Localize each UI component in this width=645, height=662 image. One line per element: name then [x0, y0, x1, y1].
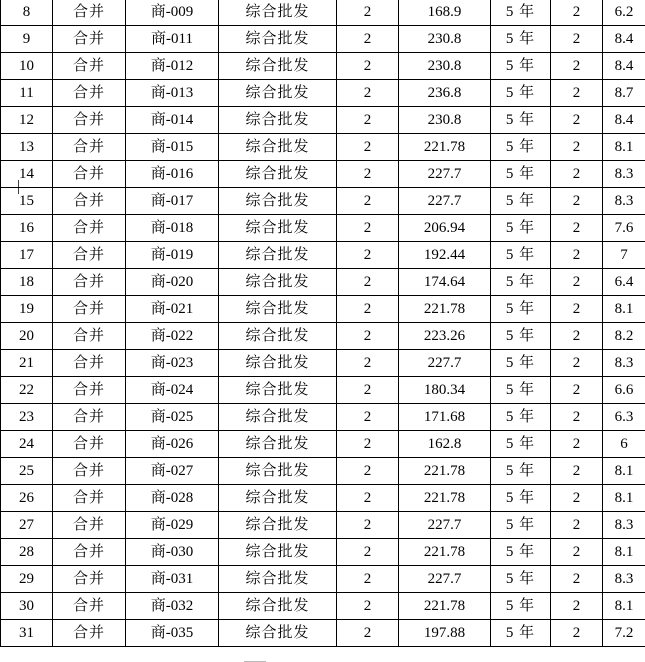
cell-rate[interactable]: 6 [603, 431, 645, 458]
cell-amount[interactable]: 221.78 [399, 458, 491, 485]
cell-index[interactable]: 24 [1, 431, 53, 458]
cell-count[interactable]: 2 [551, 215, 603, 242]
cell-count[interactable]: 2 [551, 458, 603, 485]
cell-count[interactable]: 2 [551, 485, 603, 512]
cell-count[interactable]: 2 [551, 350, 603, 377]
cell-type[interactable]: 合并 [53, 161, 126, 188]
cell-type[interactable]: 合并 [53, 26, 126, 53]
cell-index[interactable]: 25 [1, 458, 53, 485]
cell-amount[interactable]: 230.8 [399, 107, 491, 134]
table-row[interactable] [1, 242, 645, 269]
table-row[interactable] [1, 26, 645, 53]
cell-index[interactable]: 18 [1, 269, 53, 296]
cell-index[interactable]: 20 [1, 323, 53, 350]
cell-qty[interactable]: 2 [337, 215, 399, 242]
cell-code[interactable]: 商-026 [126, 431, 219, 458]
cell-category[interactable]: 综合批发 [219, 458, 337, 485]
cell-amount[interactable]: 221.78 [399, 485, 491, 512]
cell-index[interactable]: 27 [1, 512, 53, 539]
cell-term[interactable]: 5 年 [491, 404, 551, 431]
cell-rate[interactable]: 8.1 [603, 485, 645, 512]
cell-term[interactable]: 5 年 [491, 80, 551, 107]
cell-type[interactable]: 合并 [53, 431, 126, 458]
cell-term[interactable]: 5 年 [491, 377, 551, 404]
cell-term[interactable]: 5 年 [491, 296, 551, 323]
cell-amount[interactable]: 197.88 [399, 620, 491, 647]
cell-term[interactable]: 5 年 [491, 134, 551, 161]
cell-type[interactable]: 合并 [53, 242, 126, 269]
cell-code[interactable]: 商-014 [126, 107, 219, 134]
table-row[interactable] [1, 458, 645, 485]
cell-amount[interactable]: 180.34 [399, 377, 491, 404]
cell-count[interactable]: 2 [551, 80, 603, 107]
table-row[interactable] [1, 539, 645, 566]
table-row[interactable] [1, 485, 645, 512]
table-row[interactable] [1, 53, 645, 80]
cell-code[interactable]: 商-011 [126, 26, 219, 53]
table-row[interactable] [1, 296, 645, 323]
cell-qty[interactable]: 2 [337, 269, 399, 296]
cell-count[interactable]: 2 [551, 53, 603, 80]
cell-category[interactable]: 综合批发 [219, 296, 337, 323]
cell-term[interactable]: 5 年 [491, 26, 551, 53]
cell-category[interactable]: 综合批发 [219, 26, 337, 53]
cell-rate[interactable]: 7.6 [603, 215, 645, 242]
cell-count[interactable]: 2 [551, 0, 603, 26]
cell-term[interactable]: 5 年 [491, 107, 551, 134]
cell-amount[interactable]: 230.8 [399, 53, 491, 80]
cell-index[interactable]: 11 [1, 80, 53, 107]
cell-count[interactable]: 2 [551, 26, 603, 53]
cell-count[interactable]: 2 [551, 566, 603, 593]
cell-category[interactable]: 综合批发 [219, 0, 337, 26]
cell-index[interactable]: 29 [1, 566, 53, 593]
table-row[interactable] [1, 188, 645, 215]
cell-qty[interactable]: 2 [337, 350, 399, 377]
cell-type[interactable]: 合并 [53, 134, 126, 161]
cell-amount[interactable]: 223.26 [399, 323, 491, 350]
cell-code[interactable]: 商-012 [126, 53, 219, 80]
table-row[interactable] [1, 215, 645, 242]
cell-rate[interactable]: 8.1 [603, 593, 645, 620]
cell-rate[interactable]: 6.6 [603, 377, 645, 404]
cell-qty[interactable]: 2 [337, 539, 399, 566]
cell-category[interactable]: 综合批发 [219, 377, 337, 404]
cell-type[interactable]: 合并 [53, 80, 126, 107]
cell-qty[interactable]: 2 [337, 377, 399, 404]
cell-amount[interactable]: 221.78 [399, 296, 491, 323]
cell-code[interactable]: 商-029 [126, 512, 219, 539]
cell-category[interactable]: 综合批发 [219, 512, 337, 539]
cell-category[interactable]: 综合批发 [219, 620, 337, 647]
cell-amount[interactable]: 230.8 [399, 26, 491, 53]
cell-category[interactable]: 综合批发 [219, 80, 337, 107]
cell-count[interactable]: 2 [551, 242, 603, 269]
cell-count[interactable]: 2 [551, 512, 603, 539]
cell-amount[interactable]: 206.94 [399, 215, 491, 242]
cell-rate[interactable]: 6.4 [603, 269, 645, 296]
cell-rate[interactable]: 8.1 [603, 539, 645, 566]
table-body [1, 0, 645, 647]
cell-rate[interactable]: 8.3 [603, 512, 645, 539]
cell-rate[interactable]: 8.1 [603, 458, 645, 485]
cell-code[interactable]: 商-020 [126, 269, 219, 296]
cell-qty[interactable]: 2 [337, 404, 399, 431]
cell-term[interactable]: 5 年 [491, 485, 551, 512]
cell-term[interactable]: 5 年 [491, 350, 551, 377]
cell-code[interactable]: 商-016 [126, 161, 219, 188]
cell-code[interactable]: 商-027 [126, 458, 219, 485]
table-row[interactable] [1, 107, 645, 134]
table-row[interactable] [1, 404, 645, 431]
table-row[interactable] [1, 566, 645, 593]
table-row[interactable] [1, 0, 645, 26]
cell-code[interactable]: 商-022 [126, 323, 219, 350]
cell-amount[interactable]: 162.8 [399, 431, 491, 458]
cell-term[interactable]: 5 年 [491, 242, 551, 269]
cell-type[interactable]: 合并 [53, 377, 126, 404]
cell-rate[interactable]: 8.1 [603, 134, 645, 161]
cell-rate[interactable]: 8.4 [603, 26, 645, 53]
cell-code[interactable]: 商-025 [126, 404, 219, 431]
cell-count[interactable]: 2 [551, 620, 603, 647]
cell-rate[interactable]: 8.3 [603, 350, 645, 377]
cell-qty[interactable]: 2 [337, 134, 399, 161]
cell-term[interactable]: 5 年 [491, 188, 551, 215]
cell-amount[interactable]: 168.9 [399, 0, 491, 26]
cell-count[interactable]: 2 [551, 539, 603, 566]
cell-category[interactable]: 综合批发 [219, 53, 337, 80]
cell-qty[interactable]: 2 [337, 485, 399, 512]
cell-code[interactable]: 商-024 [126, 377, 219, 404]
cell-amount[interactable]: 227.7 [399, 566, 491, 593]
cell-amount[interactable]: 227.7 [399, 188, 491, 215]
cell-rate[interactable]: 8.7 [603, 80, 645, 107]
cell-type[interactable]: 合并 [53, 0, 126, 26]
table-row[interactable] [1, 593, 645, 620]
cell-rate[interactable]: 8.4 [603, 53, 645, 80]
cell-qty[interactable]: 2 [337, 323, 399, 350]
cell-index[interactable]: 12 [1, 107, 53, 134]
cell-amount[interactable]: 192.44 [399, 242, 491, 269]
cell-category[interactable]: 综合批发 [219, 215, 337, 242]
cell-type[interactable]: 合并 [53, 215, 126, 242]
cell-amount[interactable]: 227.7 [399, 161, 491, 188]
cell-qty[interactable]: 2 [337, 458, 399, 485]
cell-type[interactable]: 合并 [53, 566, 126, 593]
cell-type[interactable]: 合并 [53, 107, 126, 134]
cell-count[interactable]: 2 [551, 404, 603, 431]
cell-index[interactable]: 15 [1, 188, 53, 215]
cell-code[interactable]: 商-031 [126, 566, 219, 593]
cell-category[interactable]: 综合批发 [219, 107, 337, 134]
cell-category[interactable]: 综合批发 [219, 323, 337, 350]
cell-type[interactable]: 合并 [53, 485, 126, 512]
cell-count[interactable]: 2 [551, 188, 603, 215]
table-row[interactable] [1, 512, 645, 539]
cell-code[interactable]: 商-021 [126, 296, 219, 323]
cell-index[interactable]: 22 [1, 377, 53, 404]
cell-code[interactable]: 商-013 [126, 80, 219, 107]
cell-index[interactable]: 17 [1, 242, 53, 269]
cell-type[interactable]: 合并 [53, 404, 126, 431]
cell-term[interactable]: 5 年 [491, 53, 551, 80]
cell-category[interactable]: 综合批发 [219, 269, 337, 296]
cell-index[interactable]: 28 [1, 539, 53, 566]
cell-index[interactable]: 9 [1, 26, 53, 53]
cell-qty[interactable]: 2 [337, 161, 399, 188]
cell-term[interactable]: 5 年 [491, 593, 551, 620]
cell-rate[interactable]: 8.2 [603, 323, 645, 350]
cell-count[interactable]: 2 [551, 431, 603, 458]
cell-category[interactable]: 综合批发 [219, 566, 337, 593]
cell-code[interactable]: 商-019 [126, 242, 219, 269]
cell-amount[interactable]: 221.78 [399, 539, 491, 566]
cell-term[interactable]: 5 年 [491, 539, 551, 566]
cell-category[interactable]: 综合批发 [219, 161, 337, 188]
cell-qty[interactable]: 2 [337, 80, 399, 107]
table-row[interactable] [1, 350, 645, 377]
cell-count[interactable]: 2 [551, 269, 603, 296]
text-cursor [18, 180, 19, 194]
cell-rate[interactable]: 8.1 [603, 296, 645, 323]
cell-amount[interactable]: 221.78 [399, 134, 491, 161]
cell-type[interactable]: 合并 [53, 512, 126, 539]
cell-type[interactable]: 合并 [53, 350, 126, 377]
cell-qty[interactable]: 2 [337, 620, 399, 647]
cell-type[interactable]: 合并 [53, 620, 126, 647]
cell-category[interactable]: 综合批发 [219, 431, 337, 458]
cell-qty[interactable]: 2 [337, 188, 399, 215]
cell-index[interactable]: 14 [1, 161, 53, 188]
cell-index[interactable]: 10 [1, 53, 53, 80]
cell-rate[interactable]: 7 [603, 242, 645, 269]
cell-qty[interactable]: 2 [337, 566, 399, 593]
cell-count[interactable]: 2 [551, 134, 603, 161]
cell-term[interactable]: 5 年 [491, 620, 551, 647]
cell-count[interactable]: 2 [551, 161, 603, 188]
cell-term[interactable]: 5 年 [491, 431, 551, 458]
cell-code[interactable]: 商-032 [126, 593, 219, 620]
cell-category[interactable]: 综合批发 [219, 485, 337, 512]
cell-type[interactable]: 合并 [53, 269, 126, 296]
cell-code[interactable]: 商-015 [126, 134, 219, 161]
cell-type[interactable]: 合并 [53, 323, 126, 350]
cell-type[interactable]: 合并 [53, 458, 126, 485]
cell-term[interactable]: 5 年 [491, 269, 551, 296]
cell-term[interactable]: 5 年 [491, 161, 551, 188]
cell-index[interactable]: 8 [1, 0, 53, 26]
cell-qty[interactable]: 2 [337, 593, 399, 620]
cell-rate[interactable]: 6.2 [603, 0, 645, 26]
cell-type[interactable]: 合并 [53, 593, 126, 620]
cell-rate[interactable]: 7.2 [603, 620, 645, 647]
cell-category[interactable]: 综合批发 [219, 188, 337, 215]
cell-type[interactable]: 合并 [53, 188, 126, 215]
table-row[interactable] [1, 80, 645, 107]
cell-amount[interactable]: 236.8 [399, 80, 491, 107]
cell-count[interactable]: 2 [551, 107, 603, 134]
cell-code[interactable]: 商-028 [126, 485, 219, 512]
cell-rate[interactable]: 8.4 [603, 107, 645, 134]
cell-index[interactable]: 31 [1, 620, 53, 647]
cell-code[interactable]: 商-023 [126, 350, 219, 377]
table-row[interactable] [1, 323, 645, 350]
cell-index[interactable]: 16 [1, 215, 53, 242]
cell-qty[interactable]: 2 [337, 53, 399, 80]
cell-category[interactable]: 综合批发 [219, 134, 337, 161]
cell-term[interactable]: 5 年 [491, 0, 551, 26]
cell-type[interactable]: 合并 [53, 53, 126, 80]
cell-amount[interactable]: 171.68 [399, 404, 491, 431]
cell-rate[interactable]: 6.3 [603, 404, 645, 431]
cell-category[interactable]: 综合批发 [219, 350, 337, 377]
cell-index[interactable]: 30 [1, 593, 53, 620]
table-row[interactable] [1, 431, 645, 458]
table-row[interactable] [1, 134, 645, 161]
cell-code[interactable]: 商-018 [126, 215, 219, 242]
cell-amount[interactable]: 221.78 [399, 593, 491, 620]
cell-index[interactable]: 13 [1, 134, 53, 161]
table-row[interactable] [1, 377, 645, 404]
cell-amount[interactable]: 227.7 [399, 512, 491, 539]
cell-amount[interactable]: 227.7 [399, 350, 491, 377]
cell-index[interactable]: 21 [1, 350, 53, 377]
cell-category[interactable]: 综合批发 [219, 404, 337, 431]
table-row[interactable] [1, 269, 645, 296]
cell-qty[interactable]: 2 [337, 26, 399, 53]
cell-rate[interactable]: 8.3 [603, 161, 645, 188]
cell-type[interactable]: 合并 [53, 539, 126, 566]
table-row[interactable] [1, 161, 645, 188]
cell-count[interactable]: 2 [551, 323, 603, 350]
cell-category[interactable]: 综合批发 [219, 593, 337, 620]
cell-count[interactable]: 2 [551, 377, 603, 404]
cell-index[interactable]: 26 [1, 485, 53, 512]
cell-count[interactable]: 2 [551, 593, 603, 620]
cell-qty[interactable]: 2 [337, 0, 399, 26]
cell-code[interactable]: 商-035 [126, 620, 219, 647]
cell-term[interactable]: 5 年 [491, 458, 551, 485]
cell-amount[interactable]: 174.64 [399, 269, 491, 296]
cell-type[interactable]: 合并 [53, 296, 126, 323]
cell-code[interactable]: 商-017 [126, 188, 219, 215]
cell-count[interactable]: 2 [551, 296, 603, 323]
cell-rate[interactable]: 8.3 [603, 188, 645, 215]
cell-index[interactable]: 19 [1, 296, 53, 323]
cell-term[interactable]: 5 年 [491, 215, 551, 242]
cell-qty[interactable]: 2 [337, 242, 399, 269]
cell-rate[interactable]: 8.3 [603, 566, 645, 593]
cell-term[interactable]: 5 年 [491, 566, 551, 593]
cell-term[interactable]: 5 年 [491, 323, 551, 350]
cell-qty[interactable]: 2 [337, 107, 399, 134]
cell-term[interactable]: 5 年 [491, 512, 551, 539]
cell-category[interactable]: 综合批发 [219, 242, 337, 269]
cell-qty[interactable]: 2 [337, 512, 399, 539]
cell-code[interactable]: 商-009 [126, 0, 219, 26]
table-row[interactable] [1, 620, 645, 647]
cell-code[interactable]: 商-030 [126, 539, 219, 566]
cell-qty[interactable]: 2 [337, 431, 399, 458]
cell-category[interactable]: 综合批发 [219, 539, 337, 566]
cell-index[interactable]: 23 [1, 404, 53, 431]
cell-qty[interactable]: 2 [337, 296, 399, 323]
